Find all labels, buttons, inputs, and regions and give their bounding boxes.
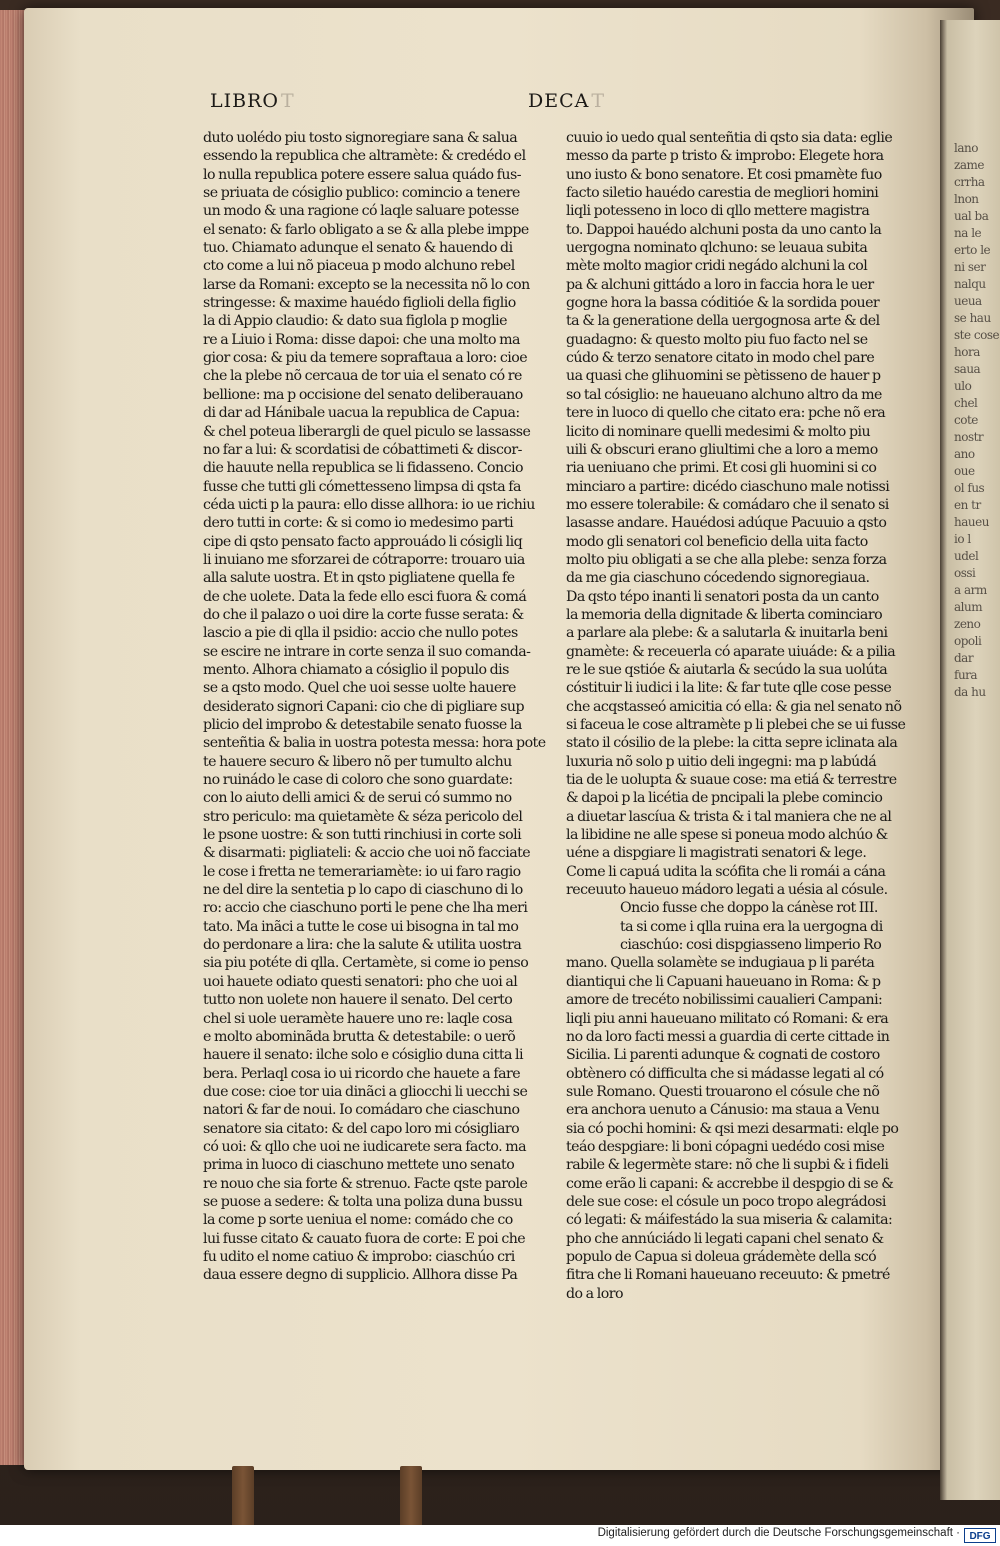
left-column-line: cipe di qsto pensato facto approuádo li cósigli liq (203, 533, 523, 550)
right-column-line: pa & alchuni gittádo a loro in faccia hora le uer (566, 276, 874, 293)
left-column-line: cto come a lui nõ piaceua p modo alchuno rebel (203, 258, 515, 275)
left-column-line: lui fusse citato & cauato fuora de corte: E poi che (203, 1230, 526, 1247)
adjacent-page-line: haueu (954, 515, 989, 529)
left-column-line: desiderato signori Capani: cio che di pigliare sup (203, 698, 524, 715)
left-column-line: uoi hauete odiato questi senatori: pho che uoi al (203, 973, 518, 990)
right-column-line: Come li capuá udita la scófita che li romái a cána (566, 863, 886, 880)
adjacent-page-line: ni ser (954, 260, 986, 274)
left-column-line: no far a lui: & scordatisi de cóbattimeti & discor- (203, 441, 522, 458)
left-column-line: céda uicti p la paura: ello disse allhora: io ue richiu (203, 496, 535, 513)
left-column-line: se escire ne intrare in corte senza il suo comanda- (203, 643, 531, 660)
left-column-line: tato. Ma inãci a tutte le cose ui bisogna in tal mo (203, 918, 519, 935)
right-column-line: ciaschúo: cosi dispgiasseno limperio Ro (620, 937, 882, 954)
right-column-line: populo de Capua si doleua grádemète della scó (566, 1248, 877, 1265)
left-column-line: se a qsto modo. Quel che uoi sesse uolte hauere (203, 680, 516, 697)
left-column-line: senteñtia & balia in uostra potesta messa: hora pote (203, 735, 546, 752)
footer-bar (0, 1525, 1000, 1546)
right-column-line: to. Dappoi hauédo alchuni posta da uno canto la (566, 221, 882, 238)
left-column-line: sia piu potéte di qlla. Certamète, si come io penso (203, 955, 529, 972)
adjacent-page-line: erto le (954, 243, 991, 257)
adjacent-page-line: crrha (954, 175, 985, 189)
left-column-line: se priuata de cósiglio publico: comincio a tenere (203, 185, 520, 202)
right-column-line: fitra che li Romani haueuano receuuto: & pmetré (566, 1267, 890, 1284)
adjacent-page-line: ossi (954, 566, 976, 580)
text-column-left (203, 129, 548, 1285)
header-right-text: DECA (528, 90, 590, 112)
adjacent-page-line: dar (954, 651, 974, 665)
left-column-line: ne del dire la sentetia p lo capo di ciaschuno di lo (203, 882, 523, 899)
right-column-line: ta si come i qlla ruina era la uergogna di (620, 918, 883, 935)
adjacent-page-line: nalqu (954, 277, 986, 291)
right-column-line: licito di nominare quelli medesimi & molto piu (566, 423, 871, 440)
adjacent-page-sliver (940, 20, 1000, 1500)
adjacent-page-line: nostr (954, 430, 984, 444)
adjacent-page-line: cote (954, 413, 978, 427)
left-column-line: la come p sorte ueniua el nome: comádo che co (203, 1212, 513, 1229)
left-column-line: daua essere degno di supplicio. Allhora disse Pa (203, 1267, 518, 1284)
right-column-line: come erão li capani: & accrebbe il despgio di se & (566, 1175, 894, 1192)
left-column-line: la di Appio claudio: & dato sua figlola p moglie (203, 313, 507, 330)
right-column-line: messo da parte p tristo & improbo: Elegete hora (566, 148, 884, 165)
left-column-line: le psone uostre: & son tutti rinchiusi in corte soli (203, 827, 522, 844)
right-column-line: Sicilia. Li parenti adunque & cognati de costoro (566, 1047, 880, 1064)
right-column-line: mète molto magior cridi negádo alchuni la col (566, 258, 868, 275)
adjacent-page-line: da hu (954, 685, 986, 699)
right-column-line: uno iusto & bono senatore. Et cosi pmamète fuo (566, 166, 882, 183)
right-column-line: stato il cósilio de la plebe: la citta sepre iclinata ala (566, 735, 898, 752)
right-column-line: sule Romano. Questi trouarono el cósule che nõ (566, 1083, 880, 1100)
adjacent-page-line: opoli (954, 634, 982, 648)
right-column-line: ta & la generatione della uergognosa arte & del (566, 313, 880, 330)
right-column-line: cúdo & terzo senatore citato in modo chel pare (566, 350, 875, 367)
right-column-line: dele sue cose: el cósule un poco tropo alegrádosi (566, 1193, 886, 1210)
right-column-line: gogne hora la bassa códitióe & la sordida pouer (566, 295, 880, 312)
left-column-line: stro periculo: ma quietamète & séza pericolo del (203, 808, 523, 825)
right-column-line: minciaro a partire: dicédo ciaschuno male notissi (566, 478, 890, 495)
left-column-line: duto uolédo piu tosto signoregiare sana & salua (203, 130, 518, 146)
right-column-line: la memoria della dignitade & liberta cominciaro (566, 606, 883, 623)
right-column-line: che acqstasseó amicitia có ella: & gia nel senato nõ (566, 698, 902, 715)
right-column-line: guadagno: & questo molto piu fuo facto nel se (566, 331, 868, 348)
adjacent-page-line: ano (954, 447, 975, 461)
right-column-line: uili & obscuri erano gliultimi che a loro a memo (566, 441, 878, 458)
left-column-line: tuo. Chiamato adunque el senato & hauendo di (203, 240, 513, 257)
adjacent-page-line: fura (954, 668, 978, 682)
left-column-line: alla salute uostra. Et in qsto pigliatene quella fe (203, 570, 515, 587)
left-column-line: stringesse: & maxime hauédo figlioli della figlio (203, 295, 516, 312)
dfg-logo-icon: DFG (964, 1528, 996, 1543)
right-column-line: obtènero có difficulta che si mádasse legati al có (566, 1065, 884, 1082)
right-column-line: tere in luoco di quello che citato era: pche nõ era (566, 405, 886, 422)
left-column-line: e molto abominãda brutta & detestabile: o uerõ (203, 1028, 516, 1045)
right-column-line: luxuria nõ solo p uitio deli ingegni: ma p labúdá (566, 753, 877, 770)
book-fore-edge (0, 10, 27, 1465)
adjacent-page-line: a arm (954, 583, 987, 597)
right-column-line: molto piu obligati a se che alla plebe: senza forza (566, 551, 887, 568)
left-column-line: hauere il senato: ilche solo e cósiglio duna citta li (203, 1047, 524, 1064)
left-column-line: plicio del improbo & detestabile senato fuosse la (203, 717, 522, 733)
adjacent-page-line: hora (954, 345, 980, 359)
right-column-line: cóstituir li iudici i la lite: & far tute qlle cose pesse (566, 680, 892, 697)
right-column-line: do a loro (566, 1285, 623, 1302)
running-header-right (528, 90, 605, 112)
left-column-line: ro: accio che ciaschuno porti le pene che lha meri (203, 900, 528, 917)
adjacent-page-line: alum (954, 600, 983, 614)
adjacent-page-line: ueua (954, 294, 982, 308)
left-column-line: bellione: ma p occisione del senato deliberauano (203, 386, 523, 403)
left-column-line: prima in luoco di ciaschuno mettete uno senato (203, 1157, 515, 1174)
left-column-line: le cose i fretta ne temerariamète: io ui faro ragio (203, 863, 521, 880)
adjacent-page-line: ulo (954, 379, 972, 393)
right-column-line: liqli piu anni haueuano militato có Romani: & era (566, 1010, 889, 1027)
header-left-text: LIBRO (210, 90, 279, 112)
left-column-line: có uoi: & qllo che uoi ne iudicarete sera facto. ma (203, 1138, 527, 1155)
right-column-line: la libidine ne alle spese si poneua modo alchúo & (566, 827, 888, 844)
right-column-line: no da loro facti messi a guardia di certe cittade in (566, 1028, 890, 1045)
adjacent-page-line: ste cose (954, 328, 1000, 342)
right-column-line: cuuio io uedo qual senteñtia di qsto sia data: eglie (566, 130, 893, 146)
left-column-line: fu udito el nome catiuo & improbo: ciaschúo cri (203, 1248, 515, 1265)
left-column-line: el senato: & farlo obligato a se & alla plebe imppe (203, 221, 529, 238)
adjacent-page-line: io l (954, 532, 971, 546)
right-column-line: lasasse andare. Hauédosi adúque Pacuuio a qsto (566, 515, 887, 532)
left-column-line: de che uolete. Data la fede ello esci fuora & comá (203, 588, 527, 605)
right-column-line: ria ueniuano che primi. Et cosi gli huomini si co (566, 460, 877, 477)
right-column-line: receuuto haueuo mádoro legati a uésia al cósule. (566, 882, 888, 899)
right-column-line: modo gli senatori col beneficio della uita facto (566, 533, 868, 550)
right-column-line: Oncio fusse che doppo la cánèse rot III. (620, 900, 878, 917)
right-column-line: a parlare ala plebe: & a salutarla & inuitarla beni (566, 625, 888, 642)
right-column-line: Da qsto tépo inanti li senatori posta da un canto (566, 588, 879, 605)
right-column-line: mo essere tolerabile: & comádaro che il senato si (566, 496, 889, 513)
left-column-line: di dar ad Hánibale uacua la republica de Capua: (203, 405, 520, 422)
adjacent-page-line: udel (954, 549, 979, 563)
left-column-line: lo nulla republica potere essere salua quádo fus- (203, 166, 521, 183)
right-column-line: diantiqui che li Capuani haueuano in Roma: & p (566, 973, 881, 990)
right-column-line: mano. Quella solamète se indugiaua p li paréta (566, 955, 875, 972)
right-column-line: da me gia ciaschuno cócedendo signoregiaua. (566, 570, 870, 587)
left-column-line: re a Liuio i Roma: disse dapoi: che una molto ma (203, 331, 520, 348)
right-column-line: era anchora uenuto a Cánusio: ma staua a Venu (566, 1102, 880, 1119)
right-column-line: amore de trecéto nobilissimi caualieri Campani: (566, 992, 883, 1009)
adjacent-page-line: en tr (954, 498, 981, 512)
right-column-line: có legati: & máifestádo la sua miseria & calamita: (566, 1212, 893, 1229)
right-column-line: liqli potesseno in loco di qllo mettere magistra (566, 203, 870, 220)
running-header-left (210, 90, 295, 112)
left-column-line: natori & far de noui. Io comádaro che ciaschuno (203, 1102, 520, 1119)
right-column-line: si faceua le cose altramète p li plebei che se ui fusse (566, 717, 906, 733)
left-column-line: con lo aiuto delli amici & de serui có summo no (203, 790, 512, 807)
left-column-line: che la plebe nõ cercaua de tor uia el senato có re (203, 368, 522, 385)
adjacent-page-text (940, 20, 1000, 701)
adjacent-page-line: saua (954, 362, 981, 376)
left-column-line: & disarmati: pigliateli: & accio che uoi nõ facciate (203, 845, 531, 862)
header-right-showthrough: T (591, 90, 606, 112)
header-left-showthrough: T (280, 90, 295, 112)
right-column-line: rabile & legermète stare: nõ che li supbi & i fideli (566, 1157, 889, 1174)
left-column-line: due cose: cioe tor uia dinãci a gliocchi li uecchi se (203, 1083, 528, 1100)
adjacent-page-line: lano (954, 141, 978, 155)
left-column-line: li inuiano me sforzarei de cótraporre: trouaro uia (203, 551, 525, 568)
left-column-line: tutto non uolete non hauere il senato. Del certo (203, 992, 513, 1009)
adjacent-page-line: ol fus (954, 481, 985, 495)
left-column-line: mento. Alhora chiamato a cósiglio il populo dis (203, 661, 509, 678)
right-column-line: re le sue qstióe & aiutarla & secúdo la sua uolúta (566, 661, 888, 678)
adjacent-page-line: se hau (954, 311, 991, 325)
right-column-line: pho che annúciádo li legati capani chel senato & (566, 1230, 884, 1247)
left-column-line: lascio a pie di qlla il psidio: accio che nullo potes (203, 625, 518, 642)
left-column-line: re nouo che sia forte & strenuo. Facte qste parole (203, 1175, 528, 1192)
left-column-line: senatore sia citato: & del capo loro mi cósigliaro (203, 1120, 520, 1137)
left-column-line: un modo & una ragione có laqle saluare potesse (203, 203, 519, 220)
right-column-line: uergogna nominato qlchuno: se leuaua subita (566, 240, 868, 257)
left-column-line: chel si uole ueramète hauere uno re: laqle cosa (203, 1010, 513, 1027)
left-column-line: & chel poteua liberargli de quel piculo se lassasse (203, 423, 531, 440)
adjacent-page-line: ual ba (954, 209, 989, 223)
adjacent-page-line: chel (954, 396, 978, 410)
left-column-line: te hauere securo & libero nõ per tumulto alchu (203, 753, 512, 770)
adjacent-page-line: oue (954, 464, 975, 478)
footer-credit: Digitalisierung gefördert durch die Deutsche Forschungsgemeinschaft · (597, 1527, 960, 1539)
right-column-line: teáo despgiare: li boni cópagni uedédo cosi mise (566, 1138, 885, 1155)
left-column-line: fusse che tutti gli cómettesseno limpsa di qsta fa (203, 478, 521, 495)
right-column-line: tia de le uolupta & suaue cose: ma etiá & terrestre (566, 772, 897, 789)
right-column-line: uéne a dispgiare li magistrati senatori & lege. (566, 845, 867, 862)
adjacent-page-line: na le (954, 226, 982, 240)
right-column-line: facto siletio hauédo carestia de megliori homini (566, 185, 879, 202)
left-column-line: essendo la republica che altramète: & credédo el (203, 148, 526, 165)
left-column-line: do perdonare a lira: che la salute & utilita uostra (203, 937, 522, 954)
left-column-line: do che il palazo o uoi dire la corte fusse serata: & (203, 606, 524, 623)
left-column-line: bera. Perlaql cosa io ui ricordo che hauete a fare (203, 1065, 521, 1082)
right-column-line: & dapoi p la licétia de pncipali la plebe comincio (566, 790, 883, 807)
left-column-line: die hauute nella republica se li fidasseno. Concio (203, 460, 524, 477)
right-column-line: ua quasi che glihuomini se pètisseno de hauer p (566, 368, 881, 385)
text-column-right (566, 129, 914, 1303)
right-column-line: a diuetar lascíua & trista & i tal maniera che ne al (566, 808, 892, 825)
left-column-line: larse da Romani: excepto se la necessita nõ lo con (203, 276, 530, 293)
right-column-line: gnamète: & receuerla có aparate uiuáde: & a pilia (566, 643, 896, 660)
right-column-line: sia có pochi homini: & qsi mezi desarmati: elqle po (566, 1120, 899, 1137)
right-column-line: so tal cósiglio: ne haueuano alchuno altro da me (566, 386, 882, 403)
left-column-line: no ruinádo le case di coloro che sono guardate: (203, 772, 513, 789)
left-column-line: gior cosa: & piu da temere sopraftaua a loro: cioe (203, 350, 528, 367)
left-column-line: se puose a sedere: & tolta una poliza duna bussu (203, 1193, 523, 1210)
left-column-line: dero tutti in corte: & si como io medesimo parti (203, 515, 514, 532)
adjacent-page-line: zeno (954, 617, 981, 631)
adjacent-page-line: zame (954, 158, 984, 172)
adjacent-page-line: lnon (954, 192, 979, 206)
